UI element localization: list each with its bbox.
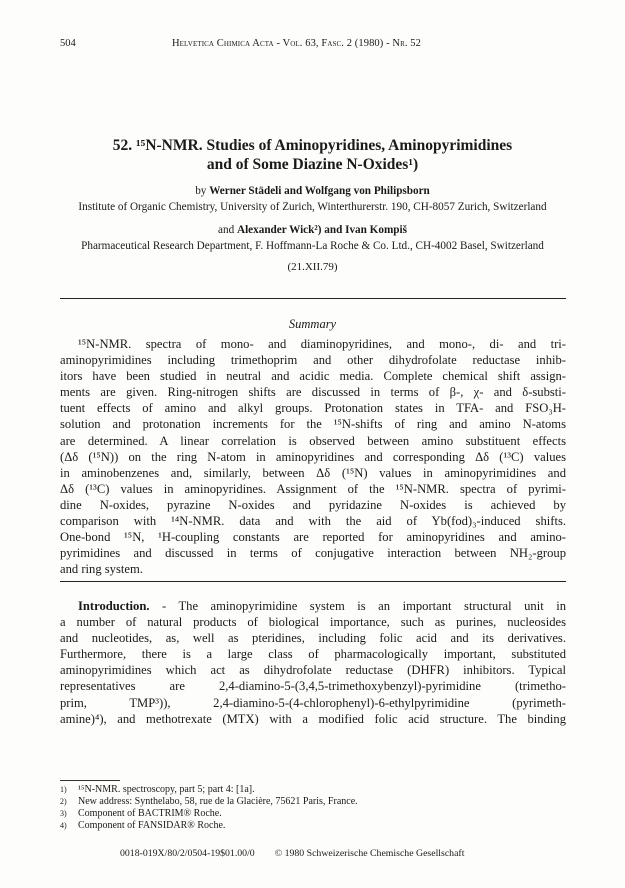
summary-top-rule — [60, 298, 566, 299]
summary-line: ¹⁵N-NMR. spectra of mono- and diaminopyridines, and mono-, di- and tri- — [78, 337, 566, 351]
footnote — [60, 820, 566, 832]
summary-bottom-rule — [60, 581, 566, 582]
received-date: (21.XII.79) — [287, 261, 338, 273]
summary-line: dine N-oxides, pyrazine N-oxides and pyridazine N-oxides is achieved by — [60, 497, 566, 512]
summary-line: comparison with ¹⁴N-NMR. data and with the aid of Yb(fod)₃-induced shifts. — [60, 514, 566, 529]
journal-name: Helvetica Chimica Acta - Vol. 63, Fasc. 2 (1980) - Nr. 52 — [172, 38, 422, 49]
author-names-2: Alexander Wick²) and Ivan Kompiš — [236, 224, 407, 236]
summary-line: tuent effects of amino and alkyl groups. Protonation states in TFA- and FSO₃H- — [60, 401, 566, 416]
author-line-1 — [30, 183, 595, 199]
article-code: 0018-019X/80/2/0504-19$01.00/0 — [120, 848, 255, 859]
title-line-2: and of Some Diazine N-Oxides¹) — [206, 156, 419, 173]
page-number: 504 — [60, 38, 76, 49]
affiliation-2: Pharmaceutical Research Department, F. Hoffmann-La Roche & Co. Ltd., CH-4002 Basel, Switzerland — [81, 240, 544, 252]
title-line-1: 52. ¹⁵N-NMR. Studies of Aminopyridines, Aminopyrimidines — [112, 137, 513, 154]
introduction-line: - The aminopyrimidine system is an important structural unit in — [149, 599, 566, 613]
page-footer — [120, 848, 464, 859]
introduction-line: Furthermore, there is a large class of pharmacologically important, substituted — [60, 647, 566, 662]
summary-line: pyrimidines and discussed in terms of conjugative interaction between NH₂-group — [60, 546, 566, 561]
footnote — [60, 796, 566, 808]
summary-line: and ring system. — [60, 562, 143, 577]
and-prefix: and — [218, 224, 237, 236]
summary-line: in aminobenzenes and, similarly, between Δδ (¹⁵N) values in aminopyrimidines and — [60, 465, 566, 480]
introduction-line: representatives are 2,4-diamino-5-(3,4,5-trimethoxybenzyl)-pyrimidine (trimetho- — [60, 679, 566, 694]
introduction-line: a number of natural products of biological importance, such as purines, nucleosides — [60, 615, 566, 630]
footnote-rule — [60, 780, 120, 781]
affiliation-1: Institute of Organic Chemistry, University of Zurich, Winterthurerstr. 190, CH-8057 Zurich, Switzerland — [78, 201, 547, 213]
by-prefix: by — [195, 185, 210, 197]
footnote-mark: 1) — [60, 785, 67, 794]
footnote-text: ¹⁵N-NMR. spectroscopy, part 5; part 4: [1a]. — [78, 784, 255, 795]
introduction-line: and nucleotides, as, well as pteridines, including folic acid and its derivatives. — [60, 631, 566, 646]
footnote-mark: 3) — [60, 809, 67, 818]
author-names-1: Werner Städeli and Wolfgang von Philipsborn — [209, 185, 430, 197]
introduction-line: prim, TMP³)), 2,4-diamino-5-(4-chlorophenyl)-6-ethylpyrimidine (pyrimeth- — [60, 695, 566, 710]
running-header — [60, 38, 565, 54]
summary-text — [60, 336, 566, 577]
footnote-text: Component of BACTRIM® Roche. — [78, 808, 222, 819]
introduction-heading: Introduction. — [78, 599, 150, 613]
footnote-mark: 4) — [60, 821, 67, 830]
author-block — [30, 183, 595, 254]
copyright-notice: © 1980 Schweizerische Chemische Gesellschaft — [274, 848, 465, 859]
introduction-text — [60, 598, 566, 727]
summary-line: are determined. A linear correlation is observed between amino substituent effects — [60, 433, 566, 448]
summary-heading: Summary — [288, 317, 337, 331]
article-title — [30, 136, 595, 174]
footnote-text: Component of FANSIDAR® Roche. — [78, 820, 226, 831]
summary-line: ments are given. Ring-nitrogen shifts are discussed in terms of β-, χ- and δ-substi- — [60, 385, 566, 400]
summary-line: solution and protonation increments for the ¹⁵N-shifts of ring and amino N-atoms — [60, 417, 566, 432]
summary-line: Δδ (¹³C) values in aminopyridines. Assignment of the ¹⁵N-NMR. spectra of pyrimi- — [60, 481, 566, 496]
summary-line: (Δδ (¹⁵N)) on the ring N-atom in aminopyridines and corresponding Δδ (¹³C) values — [60, 449, 566, 464]
footnotes — [60, 784, 566, 832]
footnote — [60, 784, 566, 796]
summary-line: aminopyrimidines including trimethoprim and other dihydrofolate reductase inhib- — [60, 353, 566, 368]
introduction-line: aminopyrimidines which act as dihydrofolate reductase (DHFR) inhibitors. Typical — [60, 663, 566, 678]
summary-line: One-bond ¹⁵N, ¹H-coupling constants are reported for aminopyridines and amino- — [60, 530, 566, 545]
author-line-2 — [30, 222, 595, 238]
footnote-mark: 2) — [60, 797, 67, 806]
summary-line: itors have been studied in neutral and acidic media. Complete chemical shift assign- — [60, 369, 566, 384]
footnote-text: New address: Synthelabo, 58, rue de la Glacière, 75621 Paris, France. — [78, 796, 358, 807]
footnote — [60, 808, 566, 820]
introduction-line: amine)⁴), and methotrexate (MTX) with a modified folic acid structure. The binding — [60, 711, 566, 726]
introduction-first-line — [60, 598, 566, 614]
